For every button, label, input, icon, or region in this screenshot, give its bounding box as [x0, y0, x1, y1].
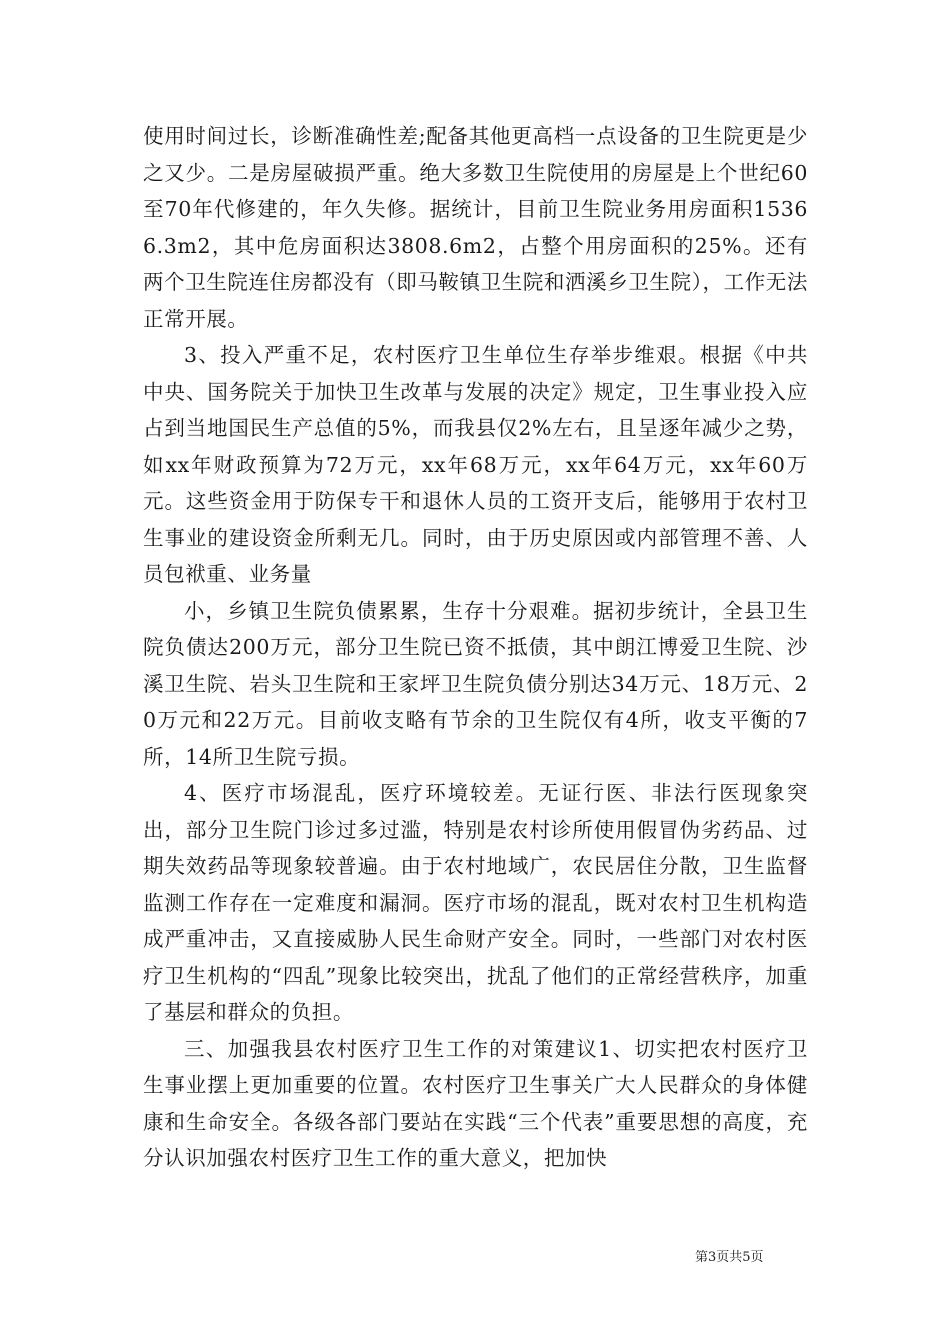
paragraph-market: 4、医疗市场混乱，医疗环境较差。无证行医、非法行医现象突出，部分卫生院门诊过多过滥，特别是农村诊所使用假冒伪劣药品、过期失效药品等现象较普遍。由于农村地域广，农民居住分散，卫生监督监测工作存在一定难度和漏洞。医疗市场的混乱，既对农村卫生机构造成严重冲击，又直接威胁人民生命财产安全。同时，一些部门对农村医疗卫生机构的“四乱”现象比较突出，扰乱了他们的正常经营秩序，加重了基层和群众的负担。	[143, 781, 808, 1024]
paragraph-investment: 3、投入严重不足，农村医疗卫生单位生存举步维艰。根据《中共中央、国务院关于加快卫生改革与发展的决定》规定，卫生事业投入应占到当地国民生产总值的5%，而我县仅2%左右，且呈逐年减少之势，如xx年财政预算为72万元，xx年68万元，xx年64万元，xx年60万元。这些资金用于防保专干和退休人员的工资开支后，能够用于农村卫生事业的建设资金所剩无几。同时，由于历史原因或内部管理不善、人员包袱重、业务量	[143, 343, 808, 586]
paragraph-debt: 小，乡镇卫生院负债累累，生存十分艰难。据初步统计，全县卫生院负债达200万元，部分卫生院已资不抵债，其中朗江博爱卫生院、沙溪卫生院、岩头卫生院和王家坪卫生院负债分别达34万元、18万元、20万元和22万元。目前收支略有节余的卫生院仅有4所，收支平衡的7所，14所卫生院亏损。	[143, 598, 808, 769]
paragraph-continuation: 使用时间过长，诊断准确性差;配备其他更高档一点设备的卫生院更是少之又少。二是房屋破损严重。绝大多数卫生院使用的房屋是上个世纪60至70年代修建的，年久失修。据统计，目前卫生院业务用房面积15366.3m2，其中危房面积达3808.6m2，占整个用房面积的25%。还有两个卫生院连住房都没有（即马鞍镇卫生院和洒溪乡卫生院），工作无法正常开展。	[143, 124, 808, 331]
document-body	[143, 118, 808, 1177]
page-number: 第3页共5页	[695, 1250, 764, 1265]
paragraph-suggestions: 三、加强我县农村医疗卫生工作的对策建议1、切实把农村医疗卫生事业摆上更加重要的位置。农村医疗卫生事关广大人民群众的身体健康和生命安全。各级各部门要站在实践“三个代表”重要思想的高度，充分认识加强农村医疗卫生工作的重大意义，把加快	[143, 1036, 808, 1170]
